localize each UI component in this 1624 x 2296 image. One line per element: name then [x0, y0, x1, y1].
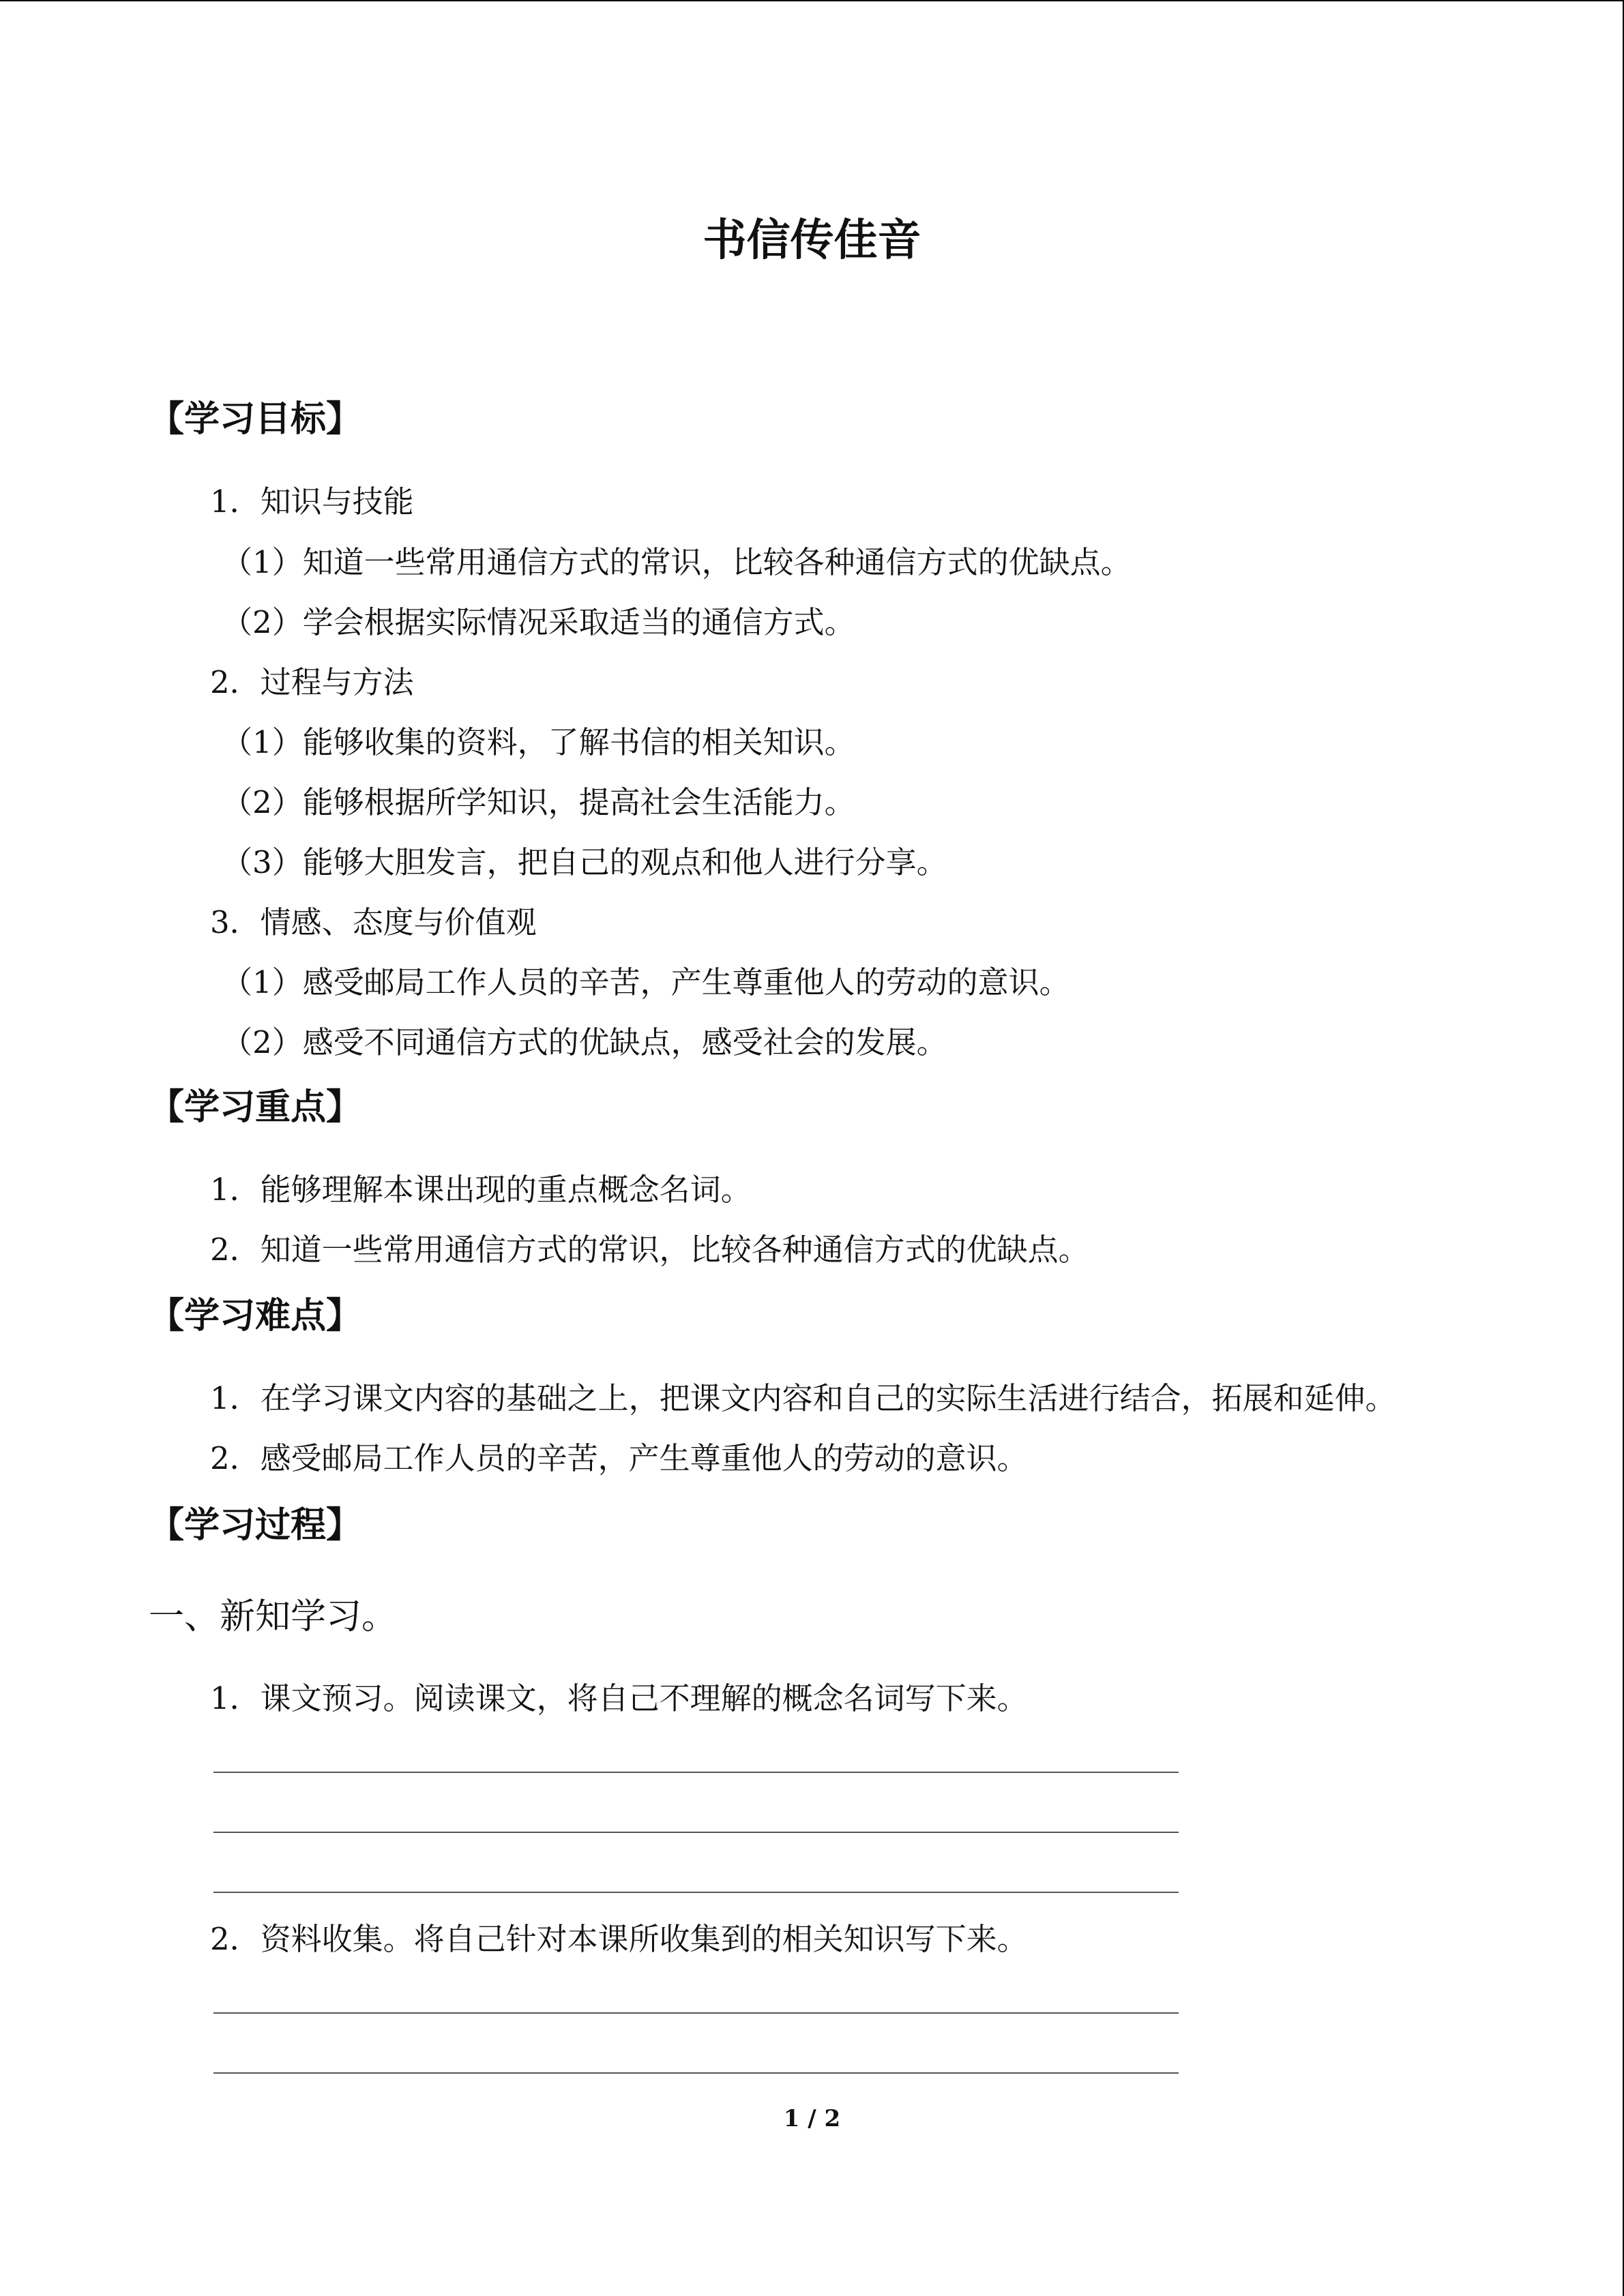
objective-item-1: 1．知识与技能	[210, 483, 414, 520]
task-item-1: 1．课文预习。阅读课文，将自己不理解的概念名词写下来。	[210, 1680, 1028, 1716]
objective-item-3-2: （2）感受不同通信方式的优缺点，感受社会的发展。	[222, 1024, 947, 1060]
answer-line	[213, 2012, 1179, 2014]
difficulties-heading: 【学习难点】	[149, 1295, 362, 1337]
objective-item-2-3: （3）能够大胆发言，把自己的观点和他人进行分享。	[222, 844, 947, 880]
objective-item-2: 2．过程与方法	[210, 664, 414, 700]
objective-item-1-2: （2）学会根据实际情况采取适当的通信方式。	[222, 604, 855, 640]
answer-line	[213, 1832, 1179, 1833]
page-number: 1 / 2	[783, 2105, 841, 2132]
task-item-2: 2．资料收集。将自己针对本课所收集到的相关知识写下来。	[210, 1921, 1028, 1957]
key-point-item-2: 2．知道一些常用通信方式的常识，比较各种通信方式的优缺点。	[210, 1232, 1089, 1268]
key-point-item-1: 1．能够理解本课出现的重点概念名词。	[210, 1172, 752, 1208]
section-new-knowledge: 一、新知学习。	[149, 1596, 398, 1637]
answer-line	[213, 1772, 1179, 1773]
difficulty-item-2: 2．感受邮局工作人员的辛苦，产生尊重他人的劳动的意识。	[210, 1440, 1028, 1476]
answer-line	[213, 1892, 1179, 1893]
objective-item-1-1: （1）知道一些常用通信方式的常识，比较各种通信方式的优缺点。	[222, 544, 1132, 580]
document-title: 书信传佳音	[703, 215, 921, 266]
page-border-top	[0, 0, 1624, 1]
objective-item-2-1: （1）能够收集的资料，了解书信的相关知识。	[222, 724, 855, 760]
process-heading: 【学习过程】	[149, 1504, 362, 1546]
objective-item-3-1: （1）感受邮局工作人员的辛苦，产生尊重他人的劳动的意识。	[222, 964, 1070, 1000]
objective-item-3: 3．情感、态度与价值观	[210, 904, 537, 940]
objectives-heading: 【学习目标】	[149, 398, 362, 440]
answer-line	[213, 2072, 1179, 2074]
key-points-heading: 【学习重点】	[149, 1086, 362, 1128]
difficulty-item-1: 1．在学习课文内容的基础之上，把课文内容和自己的实际生活进行结合，拓展和延伸。	[210, 1380, 1396, 1416]
objective-item-2-2: （2）能够根据所学知识，提高社会生活能力。	[222, 784, 855, 820]
